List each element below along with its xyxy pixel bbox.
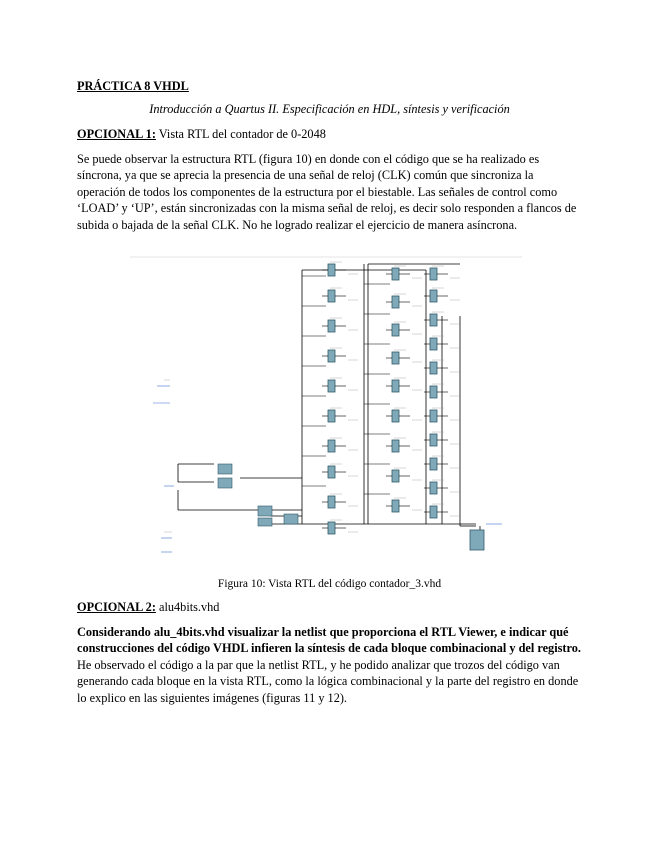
section1-label: OPCIONAL 1: (77, 127, 156, 141)
section2-bold-text: Considerando alu_4bits.vhd visualizar la netlist que proporciona el RTL Viewer, e indicar qué construcciones del código VHDL infieren la síntesis de cada bloque combinacional y del registro. (77, 625, 581, 656)
title-text: PRÁCTICA 8 VHDL (77, 79, 189, 93)
section1-title: Vista RTL del contador de 0-2048 (155, 127, 326, 141)
section2-paragraph (77, 624, 582, 706)
section2-title: alu4bits.vhd (155, 600, 220, 614)
figure-caption: Figura 10: Vista RTL del código contador_3.vhd (217, 578, 442, 590)
rtl-netlist-figure (130, 256, 522, 564)
section2-normal-text: He observado el código a la par que la netlist RTL, y he podido analizar que trozos del código van generando cada bloque en la vista RTL, como la lógica combinacional y la parte del registro en donde lo explico en las siguientes imágenes (figuras 11 y 12). (77, 657, 579, 705)
section2-heading (77, 599, 582, 615)
section2-label: OPCIONAL 2: (77, 600, 156, 614)
section1-heading (77, 126, 582, 142)
document-subtitle: Introducción a Quartus II. Especificación en HDL, síntesis y verificación (149, 102, 510, 116)
document-title (77, 78, 582, 94)
section1-paragraph: Se puede observar la estructura RTL (figura 10) en donde con el código que se ha realizado es síncrona, ya que se aprecia la presencia de una señal de reloj (CLK) común que sincroniza la operación de todos los componentes de la estructura por el biestable. Las señales de control como ‘LOAD’ y ‘UP’, están sincronizadas con la misma señal de reloj, es decir solo responden a flancos de subida o bajada de la señal CLK. No he logrado realizar el ejercicio de manera asíncrona. (77, 152, 577, 232)
